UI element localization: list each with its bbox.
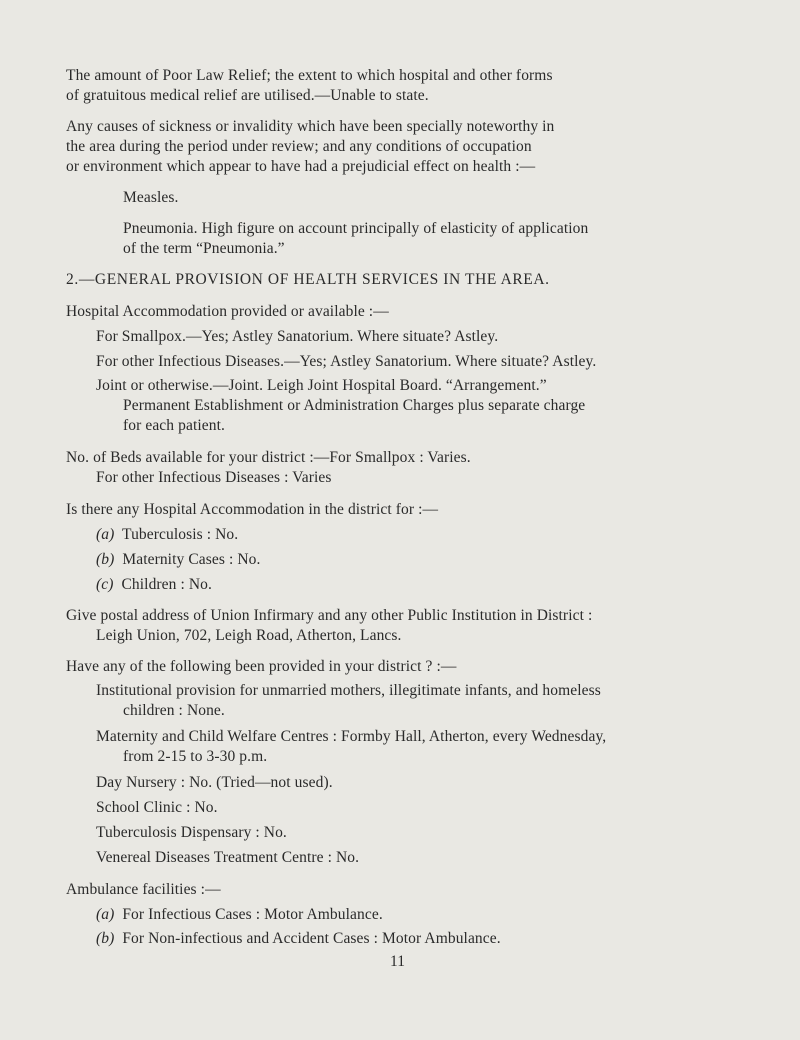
list-marker: (c): [96, 576, 114, 593]
ambulance-item: [96, 905, 383, 925]
accommodation-item: [96, 575, 212, 595]
school-clinic-line: School Clinic : No.: [96, 799, 218, 816]
ambulance-intro: Ambulance facilities :—: [66, 881, 221, 898]
institutional-provision-line-2: children : None.: [123, 702, 225, 719]
smallpox-line: For Smallpox.—Yes; Astley Sanatorium. Where situate? Astley.: [96, 328, 499, 345]
venereal-diseases-line: Venereal Diseases Treatment Centre : No.: [96, 849, 360, 866]
page-number: 11: [390, 953, 406, 970]
list-item-text: Tuberculosis : No.: [122, 526, 239, 543]
list-marker: (b): [96, 930, 115, 947]
list-item-text: For Non-infectious and Accident Cases : Motor Ambulance.: [122, 930, 501, 947]
permanent-establishment-line-2: for each patient.: [123, 417, 225, 434]
institutional-provision-line-1: Institutional provision for unmarried mothers, illegitimate infants, and homeless: [96, 682, 601, 699]
maternity-centres-line-2: from 2-15 to 3-30 p.m.: [123, 748, 268, 765]
infectious-diseases-line: For other Infectious Diseases.—Yes; Astley Sanatorium. Where situate? Astley.: [96, 353, 597, 370]
list-item-text: For Infectious Cases : Motor Ambulance.: [122, 906, 383, 923]
hospital-accommodation-intro: Hospital Accommodation provided or available :—: [66, 303, 389, 320]
beds-line-1: No. of Beds available for your district :—For Smallpox : Varies.: [66, 449, 471, 466]
list-marker: (a): [96, 906, 115, 923]
sickness-causes-line-2: the area during the period under review; and any conditions of occupation: [66, 138, 532, 155]
beds-line-2: For other Infectious Diseases : Varies: [96, 469, 332, 486]
joint-line: Joint or otherwise.—Joint. Leigh Joint Hospital Board. “Arrangement.”: [96, 377, 547, 394]
measles-item: Measles.: [123, 189, 179, 206]
sickness-causes-line-1: Any causes of sickness or invalidity which have been specially noteworthy in: [66, 118, 555, 135]
day-nursery-line: Day Nursery : No. (Tried—not used).: [96, 774, 333, 791]
ambulance-item: [96, 929, 501, 949]
tuberculosis-dispensary-line: Tuberculosis Dispensary : No.: [96, 824, 287, 841]
sickness-causes-line-3: or environment which appear to have had a prejudicial effect on health :—: [66, 158, 536, 175]
poor-law-relief-line-2: of gratuitous medical relief are utilised.—Unable to state.: [66, 87, 429, 104]
maternity-centres-line-1: Maternity and Child Welfare Centres : Formby Hall, Atherton, every Wednesday,: [96, 728, 607, 745]
provided-services-intro: Have any of the following been provided in your district ? :—: [66, 658, 457, 675]
poor-law-relief-line-1: The amount of Poor Law Relief; the extent to which hospital and other forms: [66, 67, 553, 84]
district-accommodation-intro: Is there any Hospital Accommodation in the district for :—: [66, 501, 439, 518]
list-marker: (b): [96, 551, 115, 568]
pneumonia-line-1: Pneumonia. High figure on account principally of elasticity of application: [123, 220, 589, 237]
section-heading: 2.—GENERAL PROVISION OF HEALTH SERVICES IN THE AREA.: [66, 271, 550, 288]
postal-address-line-2: Leigh Union, 702, Leigh Road, Atherton, Lancs.: [96, 627, 402, 644]
accommodation-item: [96, 550, 260, 570]
postal-address-line-1: Give postal address of Union Infirmary and any other Public Institution in District :: [66, 607, 593, 624]
list-item-text: Children : No.: [121, 576, 212, 593]
permanent-establishment-line-1: Permanent Establishment or Administration Charges plus separate charge: [123, 397, 586, 414]
list-marker: (a): [96, 526, 115, 543]
list-item-text: Maternity Cases : No.: [122, 551, 261, 568]
accommodation-item: [96, 525, 238, 545]
pneumonia-line-2: of the term “Pneumonia.”: [123, 240, 285, 257]
